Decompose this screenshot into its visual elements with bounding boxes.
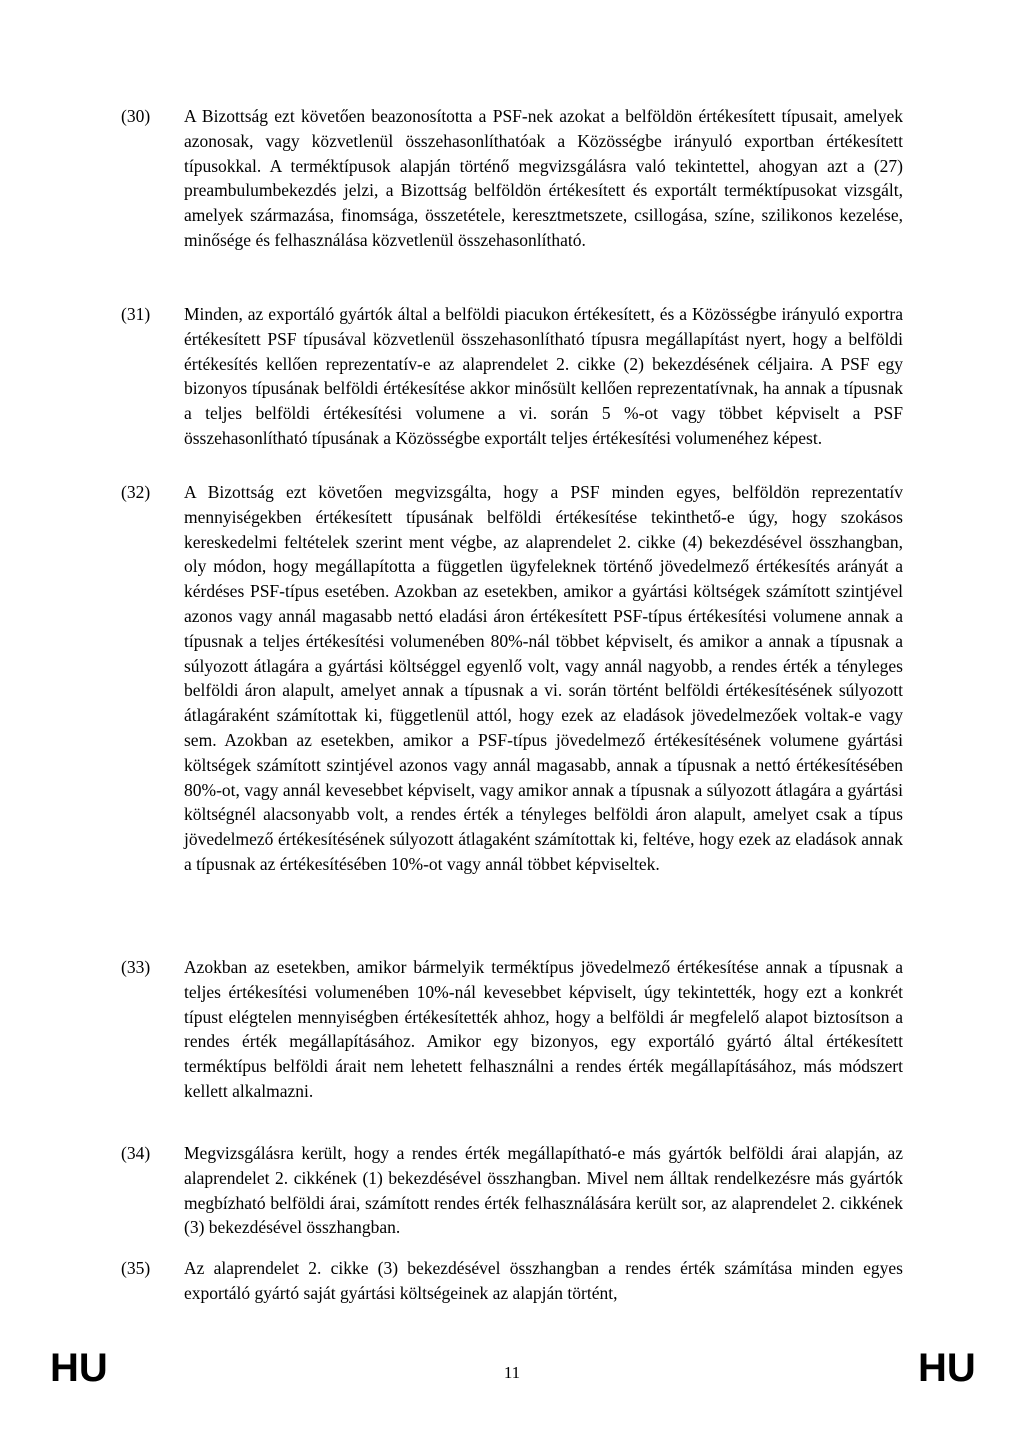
footer-language-code-right: HU: [918, 1346, 976, 1390]
paragraph-number: (32): [121, 482, 151, 502]
footer-language-code-left: HU: [50, 1346, 108, 1390]
paragraph-number: (33): [121, 957, 151, 977]
paragraph-text: Minden, az exportáló gyártók által a belföldi piacukon értékesített, és a Közösségbe irányuló exportra értékesített PSF típusával közvetlenül összehasonlítható típusra megállapítást nyert, hogy a belföldi értékesítés kellően reprezentatív-e az alaprendelet 2. cikke (2) bekezdésének céljaira. A PSF egy bizonyos típusának belföldi értékesítése akkor minősült kellően reprezentatívnak, ha annak a típusnak a teljes belföldi értékesítési volumene a vi. során 5 %-ot vagy többet képviselt a PSF összehasonlítható típusának a Közösségbe exportált teljes értékesítési volumenéhez képest.: [184, 304, 903, 448]
paragraph-number: (30): [121, 106, 151, 126]
paragraph-text: Azokban az esetekben, amikor bármelyik terméktípus jövedelmező értékesítése annak a típusnak a teljes értékesítési volumenében 10%-nál kevesebbet képviselt, úgy tekintették, hogy ezt a konkrét típust elégtelen mennyiségben értékesítették ahhoz, hogy a belföldi ár megfelelő alapot biztosítson a rendes érték megállapításához. Amikor egy bizonyos, egy exportáló gyártó által értékesített terméktípus belföldi árait nem lehetett felhasználni a rendes érték megállapításához, más módszert kellett alkalmazni.: [184, 957, 903, 1101]
paragraph-number: (34): [121, 1143, 151, 1163]
paragraph-text: A Bizottság ezt követően beazonosította a PSF-nek azokat a belföldön értékesített típusait, amelyek azonosak, vagy közvetlenül összehasonlíthatóak a Közösségbe irányuló exportban értékesített típusokkal. A terméktípusok alapján történő megvizsgálásra való tekintettel, ahogyan azt a (27) preambulumbekezdés jelzi, a Bizottság belföldön értékesített és exportált terméktípusokat vizsgált, amelyek származása, finomsága, összetétele, keresztmetszete, csillogása, színe, szilikonos kezelése, minősége és felhasználása közvetlenül összehasonlítható.: [184, 106, 903, 250]
paragraph-text: Az alaprendelet 2. cikke (3) bekezdésével összhangban a rendes érték számítása minden egyes exportáló gyártó saját gyártási költségeinek az alapján történt,: [184, 1258, 903, 1303]
paragraph-number: (35): [121, 1258, 151, 1278]
paragraph-number: (31): [121, 304, 151, 324]
page-number: 11: [503, 1363, 521, 1382]
paragraph-text: A Bizottság ezt követően megvizsgálta, hogy a PSF minden egyes, belföldön reprezentatív mennyiségekben értékesített típusának belföldi értékesítése tekinthető-e úgy, hogy szokásos kereskedelmi feltételek szerint ment végbe, az alaprendelet 2. cikke (4) bekezdésével összhangban, oly módon, hogy megállapította a független ügyfeleknek történő jövedelmező értékesítés arányát a kérdéses PSF-típus esetében. Azokban az esetekben, amikor a gyártási költségek számított szintjével azonos vagy annál magasabb nettó eladási áron értékesített PSF-típus értékesítési volumene annak a típusnak a teljes értékesítési volumenében 80%-nál többet képviselt, és amikor a annak a típusnak a súlyozott átlagára a gyártási költséggel egyenlő volt, vagy annál nagyobb, a rendes érték a tényleges belföldi áron alapult, amelyet annak a típusnak a vi. során történt belföldi értékesítésének súlyozott átlagáraként számítottak ki, függetlenül attól, hogy ezek az eladások jövedelmezőek voltak-e vagy sem. Azokban az esetekben, amikor a PSF-típus jövedelmező értékesítésének volumene gyártási költségek számított szintjével azonos vagy annál magasabb, annak a típusnak a nettó értékesítésében 80%-ot, vagy annál kevesebbet képviselt, vagy amikor annak a típusnak a súlyozott átlagára a gyártási költségnél alacsonyabb volt, a rendes érték a tényleges belföldi áron alapult, amelyet csak a típus jövedelmező értékesítésének súlyozott átlagaként számítottak ki, feltéve, hogy ezek az eladások annak a típusnak az értékesítésében 10%-ot vagy annál többet képviseltek.: [184, 482, 903, 874]
paragraph-text: Megvizsgálásra került, hogy a rendes érték megállapítható-e más gyártók belföldi árai alapján, az alaprendelet 2. cikkének (1) bekezdésével összhangban. Mivel nem álltak rendelkezésre más gyártók megbízható belföldi árai, számított rendes érték felhasználására került sor, az alaprendelet 2. cikkének (3) bekezdésével összhangban.: [184, 1143, 903, 1238]
